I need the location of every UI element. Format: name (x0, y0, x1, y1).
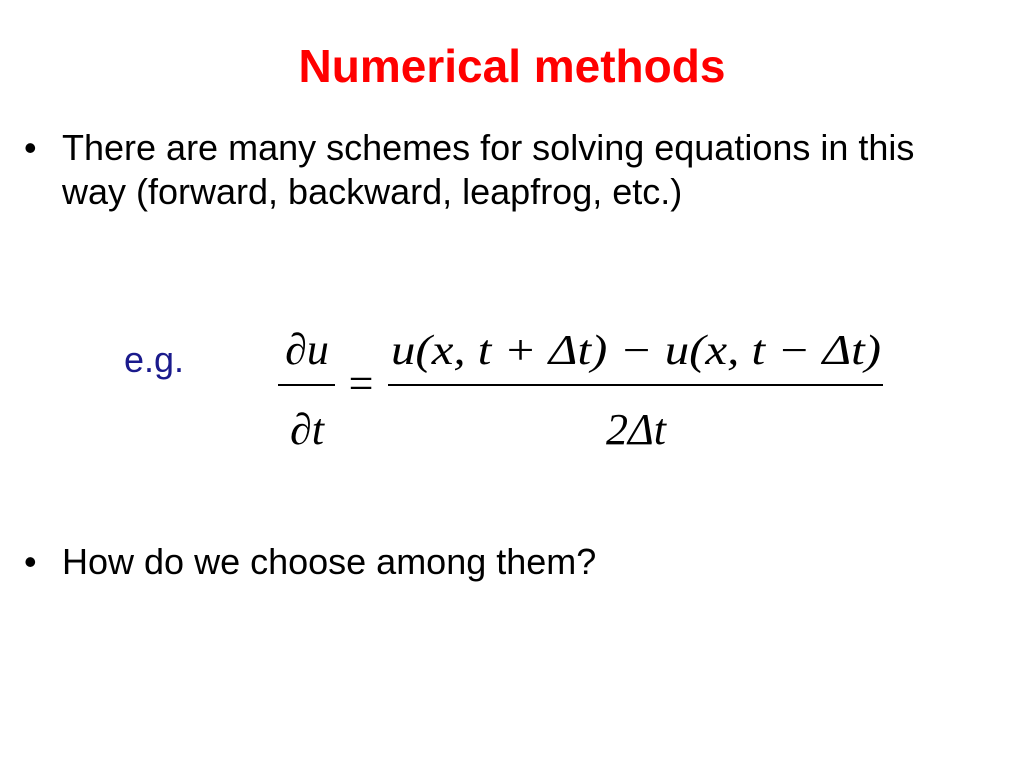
example-label: e.g. (124, 339, 185, 380)
lhs-denominator: ∂t (290, 405, 324, 454)
bullet-text: How do we choose among them? (62, 541, 597, 582)
slide-title: Numerical methods (298, 40, 726, 92)
equals-sign: = (348, 359, 374, 408)
rhs-numerator: u(x, t + Δt) − u(x, t − Δt) (391, 328, 881, 374)
rhs-denominator: 2Δt (605, 405, 667, 454)
bullet-item (24, 540, 922, 584)
lhs-numerator: ∂u (285, 325, 329, 374)
bullet-text: There are many schemes for solving equations in this way (forward, backward, leapfrog, etc.) (62, 127, 915, 212)
bullet-marker: • (24, 127, 37, 168)
bullet-marker: • (24, 541, 37, 582)
